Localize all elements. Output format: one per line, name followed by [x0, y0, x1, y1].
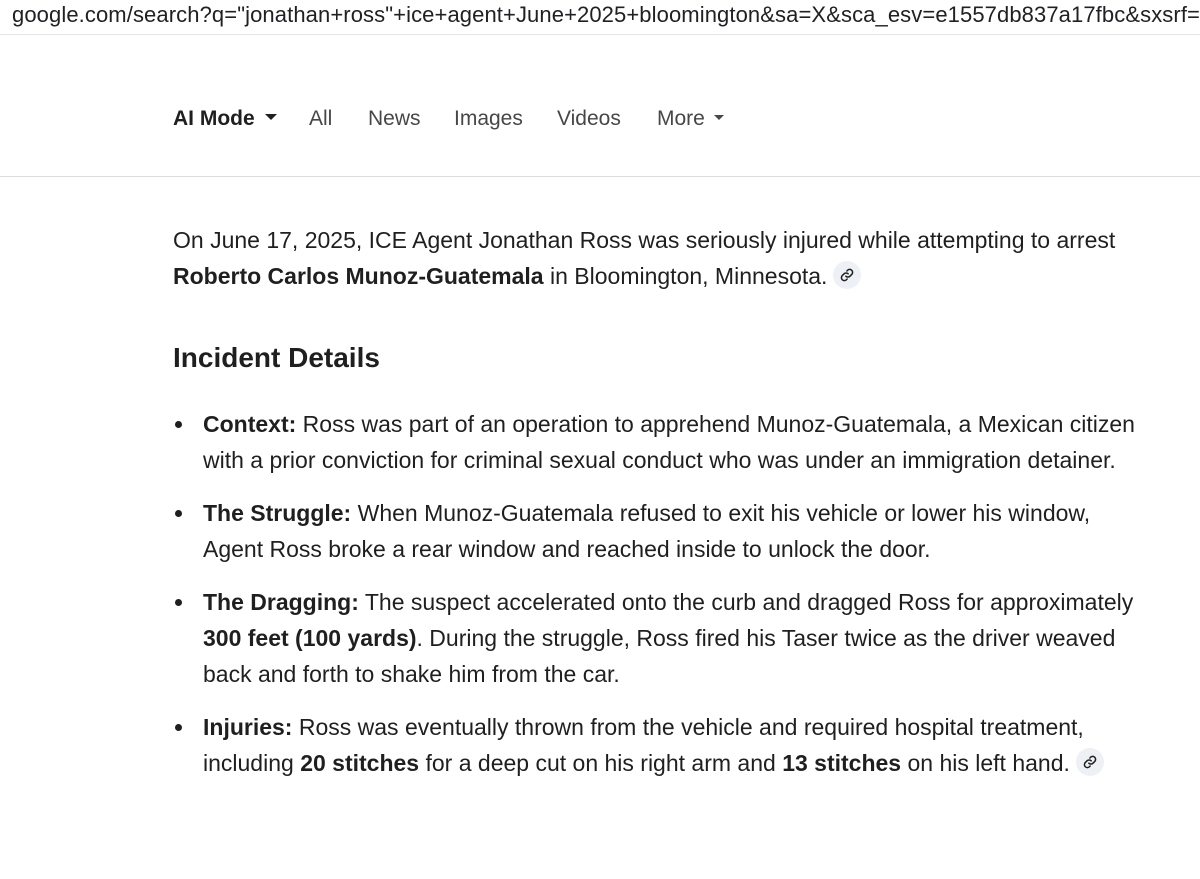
- item-text: for a deep cut on his right arm and: [419, 750, 783, 776]
- chevron-down-icon: [265, 114, 277, 120]
- list-item: [173, 584, 1143, 692]
- item-label: The Struggle:: [203, 500, 352, 526]
- bullet-icon: [175, 599, 182, 606]
- item-bold-stitches-hand: 13 stitches: [782, 750, 902, 776]
- source-link-button[interactable]: [1076, 748, 1104, 776]
- list-item: [173, 709, 1143, 781]
- link-icon: [1083, 755, 1097, 769]
- url-text[interactable]: google.com/search?q="jonathan+ross"+ice+agent+June+2025+bloomington&sa=X&sca_esv=e1557db837a17fbc&sxsrf=: [12, 2, 1200, 27]
- item-text: . During the struggle, Ross fired his Taser twice as the driver weaved back and forth to shake him from the car.: [203, 625, 1116, 687]
- item-text: on his left hand.: [901, 750, 1070, 776]
- incident-details-list: [173, 406, 1143, 798]
- ai-answer: [173, 222, 1163, 776]
- bullet-icon: [175, 510, 182, 517]
- item-label: Context:: [203, 411, 297, 437]
- bullet-icon: [175, 421, 182, 428]
- tab-ai-mode-label: AI Mode: [173, 107, 255, 130]
- source-link-button[interactable]: [833, 261, 861, 289]
- item-label: The Dragging:: [203, 589, 359, 615]
- tab-more-label: More: [657, 107, 705, 130]
- tab-news-label: News: [368, 107, 421, 130]
- item-bold-distance: 300 feet (100 yards): [203, 625, 417, 651]
- tab-news[interactable]: [368, 104, 421, 134]
- tab-videos[interactable]: [557, 104, 621, 134]
- tab-more[interactable]: [657, 104, 724, 134]
- tab-images[interactable]: [454, 104, 523, 134]
- search-tabs: [0, 44, 1200, 177]
- item-text: Ross was eventually thrown from the vehicle and required hospital treatment, including: [203, 714, 1084, 776]
- item-label: Injuries:: [203, 714, 293, 740]
- item-text: Ross was part of an operation to apprehend Munoz-Guatemala, a Mexican citizen with a prior conviction for criminal sexual conduct who was under an immigration detainer.: [203, 411, 1135, 473]
- tab-images-label: Images: [454, 107, 523, 130]
- section-title: Incident Details: [173, 342, 380, 373]
- address-bar[interactable]: [0, 0, 1200, 35]
- item-text: When Munoz-Guatemala refused to exit his vehicle or lower his window, Agent Ross broke a rear window and reached inside to unlock the door.: [203, 500, 1091, 562]
- chevron-down-icon: [714, 115, 724, 120]
- intro-paragraph: [173, 222, 1163, 294]
- tab-all-label: All: [309, 107, 333, 130]
- link-icon: [840, 268, 854, 282]
- intro-text-2: in Bloomington, Minnesota.: [543, 263, 828, 289]
- list-item: [173, 406, 1143, 478]
- item-bold-stitches-arm: 20 stitches: [300, 750, 420, 776]
- intro-bold-name: Roberto Carlos Munoz-Guatemala: [173, 263, 544, 289]
- tab-videos-label: Videos: [557, 107, 621, 130]
- tab-all[interactable]: [309, 104, 332, 134]
- intro-text-1: On June 17, 2025, ICE Agent Jonathan Ross was seriously injured while attempting to arrest: [173, 227, 1116, 253]
- tab-ai-mode[interactable]: [173, 104, 277, 134]
- item-text: The suspect accelerated onto the curb and dragged Ross for approximately: [358, 589, 1134, 615]
- bullet-icon: [175, 724, 182, 731]
- list-item: [173, 495, 1143, 567]
